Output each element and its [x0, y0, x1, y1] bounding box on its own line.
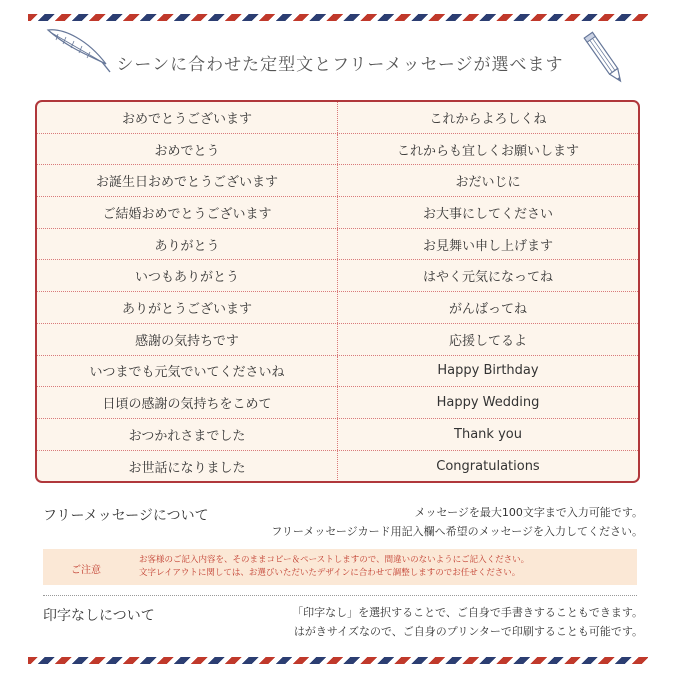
- table-row: [37, 324, 638, 356]
- no-print-desc-1: 「印字なし」を選択することで、ご自身で手書きすることもできます。: [292, 606, 643, 619]
- message-option: お世話になりました: [37, 451, 338, 483]
- table-row: [37, 292, 638, 324]
- table-row: [37, 197, 638, 229]
- divider: [43, 595, 637, 596]
- page-title: シーンに合わせた定型文とフリーメッセージが選べます: [116, 55, 564, 75]
- message-option: はやく元気になってね: [422, 270, 553, 286]
- message-option: これからも宜しくお願いします: [396, 143, 579, 159]
- message-option: 感謝の気持ちです: [37, 324, 338, 355]
- message-option: お誕生日おめでとうございます: [37, 165, 338, 196]
- message-option: おめでとうございます: [37, 102, 338, 133]
- message-option: これからよろしくね: [429, 111, 547, 127]
- no-print-title: 印字なしについて: [43, 608, 155, 624]
- notice-text: [139, 554, 529, 580]
- message-option: がんばってね: [448, 301, 527, 317]
- message-option: 日頃の感謝の気持ちをこめて: [37, 387, 338, 418]
- free-message-section: [43, 503, 643, 543]
- free-message-desc-1: メッセージを最大100文字まで入力可能です。: [414, 506, 643, 519]
- message-option: 応援してるよ: [448, 333, 527, 349]
- table-row: [37, 102, 638, 134]
- message-option: いつまでも元気でいてくださいね: [37, 356, 338, 387]
- table-row: [37, 356, 638, 388]
- message-option: おだいじに: [455, 175, 521, 191]
- airmail-stripe-top: [28, 14, 648, 21]
- pencil-icon: [580, 28, 630, 90]
- table-row: [37, 451, 638, 483]
- table-row: [37, 165, 638, 197]
- message-option: Thank you: [454, 426, 522, 442]
- message-option: Happy Wedding: [436, 395, 540, 411]
- table-row: [37, 419, 638, 451]
- message-option: ご結婚おめでとうございます: [37, 197, 338, 228]
- message-option: ありがとう: [37, 229, 338, 260]
- table-row: [37, 387, 638, 419]
- notice-box: [43, 549, 637, 585]
- message-option: おめでとう: [37, 134, 338, 165]
- message-table: [35, 100, 640, 483]
- message-option: お見舞い申し上げます: [422, 238, 553, 254]
- message-option: ありがとうございます: [37, 292, 338, 323]
- message-option: おつかれさまでした: [37, 419, 338, 450]
- notice-label: ご注意: [71, 565, 101, 576]
- message-option: お大事にしてください: [422, 206, 553, 222]
- airmail-stripe-bottom: [28, 657, 648, 664]
- notice-line-2: 文字レイアウトに関しては、お選びいただいたデザインに合わせて調整しますのでお任せください。: [139, 568, 521, 578]
- no-print-section: [43, 603, 643, 643]
- notice-line-1: お客様のご記入内容を、そのままコピー＆ペーストしますので、間違いのないようにご記入ください。: [139, 555, 530, 565]
- free-message-title: フリーメッセージについて: [43, 508, 209, 524]
- message-option: Happy Birthday: [437, 363, 539, 379]
- message-option: Congratulations: [436, 458, 540, 474]
- table-row: [37, 229, 638, 261]
- message-option: いつもありがとう: [37, 260, 338, 291]
- table-row: [37, 260, 638, 292]
- table-row: [37, 134, 638, 166]
- free-message-desc-2: フリーメッセージカード用記入欄へ希望のメッセージを入力してください。: [271, 525, 643, 538]
- no-print-desc-2: はがきサイズなので、ご自身のプリンターで印刷することも可能です。: [293, 625, 643, 638]
